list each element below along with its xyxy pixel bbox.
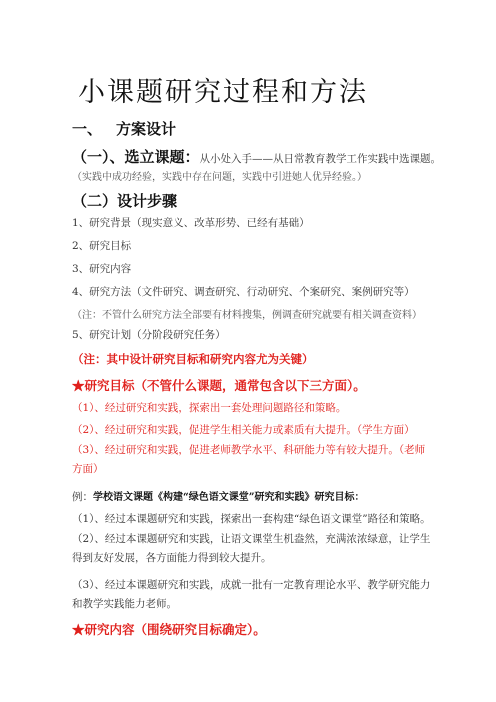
content-heading — [72, 620, 266, 638]
section-number: 一、 — [72, 120, 103, 138]
example-item: （3）、经过本课题研究和实践，成就一批有一定教育理论水平、教学研究能力和教学实践能力老师。 — [72, 579, 431, 610]
star-icon: ★ — [72, 622, 85, 637]
list-item: 4、研究方法（文件研究、调查研究、行动研究、个案研究、案例研究等） — [72, 286, 415, 298]
step1-text: 从小处入手——从日常教育教学工作实践中选课题。 — [199, 153, 442, 165]
page-title: 小课题研究过程和方法 — [78, 77, 368, 108]
example-item: （2）、经过本课题研究和实践，让语文课堂生机盎然，充满浓浓绿意，让学生得到友好发展，各方面能力得到较大提升。 — [72, 533, 431, 564]
example-item: （1）、经过本课题研究和实践，探索出一套构建“绿色语文课堂”路径和策略。 — [72, 513, 431, 525]
key-note: （注：其中设计研究目标和研究内容尤为关键） — [72, 352, 314, 366]
goals-heading-text: 研究目标（不管什么课题，通常包含以下三方面）。 — [84, 378, 366, 393]
goals-heading — [72, 376, 366, 394]
goal-item: （3）、经过研究和实践，促进老师教学水平、科研能力等有较大提升。（老师方面） — [72, 444, 426, 475]
goal-item: （2）、经过研究和实践，促进学生相关能力或素质有大提升。（学生方面） — [72, 424, 415, 436]
content-heading-text: 研究内容（围绕研究目标确定）。 — [84, 622, 266, 637]
example-prefix: 例： — [72, 491, 93, 503]
list-item: 5、研究计划（分阶段研究任务） — [72, 329, 226, 341]
goal-item: （1）、经过研究和实践，探索出一套处理问题路径和策略。 — [72, 402, 347, 414]
section-label: 方案设计 — [116, 120, 177, 138]
list-item-note: （注：不管什么研究方法全部要有材料搜集，例调查研究就要有相关调查资料） — [72, 310, 422, 321]
list-item: 2、研究目标 — [72, 240, 132, 252]
example-title: 学校语文课题《构建“绿色语文课堂”研究和实践》研究目标： — [93, 492, 365, 503]
section-heading — [72, 118, 176, 139]
example-heading — [72, 488, 365, 504]
list-item: 1、研究背景（现实意义、改革形势、已经有基础） — [72, 217, 310, 229]
list-item: 3、研究内容 — [72, 263, 132, 275]
step1-note: （实践中成功经验，实践中存在问题，实践中引进她人优异经验。） — [72, 172, 367, 183]
step2-label: （二）设计步骤 — [72, 192, 178, 210]
step1-label: （一）、选立课题： — [72, 148, 200, 166]
star-icon: ★ — [72, 378, 85, 393]
step1-line — [72, 146, 441, 167]
